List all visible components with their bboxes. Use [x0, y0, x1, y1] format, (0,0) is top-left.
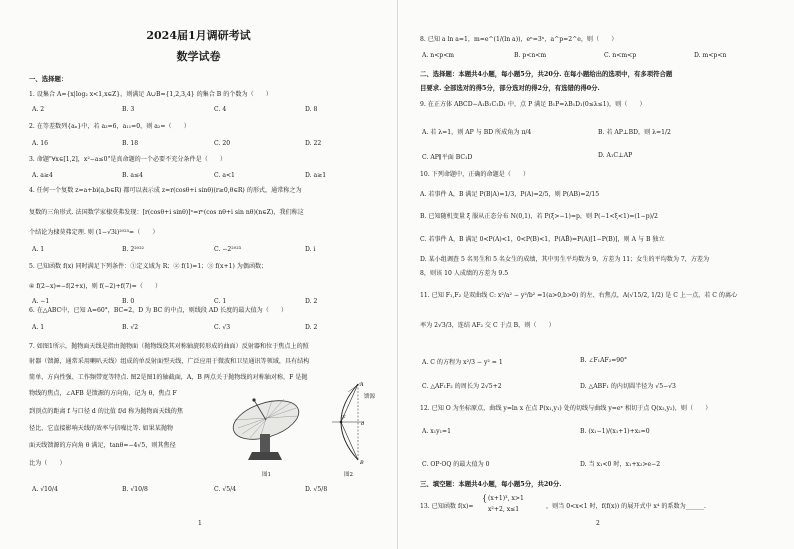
q1-option-d: D. 8	[305, 106, 318, 113]
section-3-heading: 三、填空题：本题共4小题，每小题5分，共20分.	[420, 480, 562, 488]
q1-option-c: C. 4	[214, 106, 227, 113]
q12-option-a: A. x₁y₁=1	[422, 428, 452, 435]
q2-option-d: D. 22	[305, 140, 322, 147]
q5-option-c: C. 1	[214, 298, 227, 305]
q1-option-b: B. 3	[122, 106, 135, 113]
figure-2-feed-label: 馈源	[364, 394, 376, 400]
q8-option-b: B. p<n<m	[514, 52, 547, 59]
q13-case-2: x²+2, x≤1	[488, 506, 520, 513]
figure-1-dish-antenna	[226, 394, 308, 476]
q5-option-b: B. 0	[122, 298, 135, 305]
q4-line-2: 复数的三角形式. 法国数学家棣莫弗发现：[r(cosθ+i sinθ)]ⁿ=rⁿ(cos nθ+i sin nθ)(n∈Z)，我们称这	[29, 209, 304, 216]
figure-2-caption: 图2	[344, 472, 353, 478]
q4-option-c: C. −2²⁰²³	[214, 246, 242, 253]
page-right	[397, 0, 794, 549]
q7-option-a: A. √10/4	[32, 486, 58, 493]
q3-option-d: D. a≥1	[305, 172, 327, 179]
q3-stem: 3. 命题"∀x∈[1,2]，x²−a≤0"是真命题的一个必要不充分条件是（ ）	[29, 156, 227, 163]
figure-2-label-d: d	[361, 421, 365, 427]
q6-option-b: B. √2	[122, 324, 139, 331]
q1-option-a: A. 2	[32, 106, 45, 113]
q11-option-b: B. ∠F₁AF₂=90°	[580, 357, 628, 364]
q7-line-8: 比为（ ）	[29, 460, 66, 467]
q11-option-a: A. C 的方程为 x²/3 − y² = 1	[422, 359, 503, 366]
q10-option-d-line-1: D. 某小组调查 5 名男生和 5 名女生的成绩，其中男生平均数为 9，方差为 11；女生的平均数为 7，方差为	[420, 256, 710, 263]
q7-line-1: 7. 如图1所示，抛物面天线是指由抛物面（抛物线绕其对称轴旋转形成的曲面）反射器和位于焦点上的照	[29, 343, 309, 350]
q9-option-a: A. 若 λ=1，则 AP 与 BD 所成角为 π/4	[422, 129, 532, 136]
q7-line-4: 物线的焦点，∠AFB 是馈源的方向角，记为 θ，焦点 F	[29, 390, 177, 397]
q4-option-b: B. 2²⁰²²	[122, 246, 145, 253]
exam-title: 2024届1月调研考试	[146, 29, 251, 42]
q10-option-c: C. 若事件 A，B 满足 0<P(A)<1，0<P(B)<1，P(AB̄)=P(A)[1−P(B)]，则 A 与 B 独立	[420, 236, 665, 243]
q7-line-6: 径比，它直接影响天线的效率与信噪比等. 如果某抛物	[29, 425, 174, 432]
q3-option-a: A. a≥4	[32, 172, 53, 179]
q12-option-d: D. 当 x₁<0 时，x₁+x₂>e−2	[580, 461, 661, 468]
q1-stem: 1. 设集合 A={x|log₂ x<1,x∈Z}，则满足 A∪B={1,2,3,4} 的集合 B 的个数为（ ）	[29, 91, 272, 98]
q9-option-d: D. A₁C⊥AP	[598, 152, 633, 159]
q9-option-b: B. 若 AP⊥BD，则 λ=1/2	[598, 129, 671, 136]
q6-stem: 6. 在△ABC中，已知 A=60°，BC=2，D 为 BC 的中点，则线段 AD 长度的最大值为（ ）	[29, 307, 288, 314]
q8-option-a: A. n<p<m	[422, 52, 455, 59]
q3-option-c: C. a<1	[214, 172, 235, 179]
q7-line-5: 到顶点的距离 f 与口径 d 的比值 f/d 称为抛物面天线的焦	[29, 408, 183, 415]
q7-line-7: 面天线馈源的方向角 θ 满足，tanθ=−4√5，则其焦径	[29, 442, 176, 449]
q6-option-d: D. 2	[305, 324, 318, 331]
q8-stem: 8. 已知 a ln a=1，m=e^(1/(ln a))，eⁿ=3ⁿ，a^p=2^e，则（ ）	[420, 36, 618, 43]
q12-option-b: B. (x₁−1)/(x₁+1)+x₂=0	[580, 428, 650, 435]
q9-option-c: C. AP∥平面 BC₁D	[422, 154, 473, 161]
q10-option-d-line-2: 8，则该 10 人成绩的方差为 9.5	[420, 270, 509, 277]
q6-option-a: A. 1	[32, 324, 45, 331]
q13-tail: ，则当 0<x<1 时，f(f(x)) 的展开式中 x⁴ 的系数为______.	[546, 503, 706, 510]
q5-line-1: 5. 已知函数 f(x) 同时满足下列条件：①定义域为 R；② f(1)=1；③ f(x+1) 为偶函数；	[29, 263, 268, 270]
q8-option-c: C. n<m<p	[604, 52, 637, 59]
figure-2-point-f: F	[342, 415, 346, 421]
q2-option-c: C. 20	[214, 140, 231, 147]
q7-option-d: D. √5/8	[305, 486, 328, 493]
q11-option-c: C. △AF₁F₂ 的周长为 2√5+2	[422, 383, 502, 390]
q9-stem: 9. 在正方体 ABCD−A₁B₁C₁D₁ 中，点 P 满足 B₁P=λB₁D₁(0≤λ≤1)，则（ ）	[420, 101, 646, 108]
page-number-right: 2	[596, 520, 600, 527]
section-1-heading: 一、选择题：	[29, 75, 68, 83]
q8-option-d: D. m<p<n	[694, 52, 727, 59]
q3-option-b: B. a≤4	[122, 172, 143, 179]
section-2-line-1: 二、选择题：本题共4小题，每小题5分，共20分. 在每小题给出的选项中，有多项符合题	[420, 70, 673, 78]
q11-option-d: D. △ABF₁ 的内切圆半径为 √5−√3	[580, 383, 676, 390]
q11-line-2: 率为 2√3/3，连结 AF₂ 交 C 于点 B，则（ ）	[420, 322, 555, 329]
q12-option-c: C. OP·OQ 的最大值为 0	[422, 461, 490, 468]
q5-line-2: ④ f(2−x)=−f(2+x)，则 f(−2)+f(7)=（ ）	[29, 283, 162, 290]
q13-case-1: (x+1)³, x>1	[488, 495, 524, 502]
q7-option-c: C. √5/4	[214, 486, 237, 493]
q7-line-3: 简单、方向性强、工作频带宽等特点. 图2是图1的轴截面，A，B 两点关于抛物线的对称轴对称，F 是抛	[29, 374, 308, 381]
q4-option-a: A. 1	[32, 246, 45, 253]
q11-line-1: 11. 已知 F₁,F₂ 是双曲线 C: x²/a² − y²/b² =1(a>0,b>0) 的左、右焦点，A(√15/2, 1/2) 是 C 上一点，若 C 的离心	[420, 292, 738, 299]
exam-subtitle: 数学试卷	[176, 50, 221, 63]
q12-stem: 12. 已知 O 为坐标原点，曲线 y=ln x 在点 P(x₁,y₁) 处的切线与曲线 y=eˣ 相切于点 Q(x₂,y₂)，则（ ）	[420, 405, 712, 412]
q5-option-a: A. −1	[32, 298, 50, 305]
q5-option-d: D. 2	[305, 298, 318, 305]
q6-option-c: C. √3	[214, 324, 231, 331]
figure-1-caption: 图1	[262, 472, 271, 478]
q4-line-1: 4. 任何一个复数 z=a+bi(a,b∈R) 都可以表示成 z=r(cosθ+i sinθ)(r≥0,θ∈R) 的形式，通常称之为	[29, 187, 302, 194]
q10-option-b: B. 已知随机变量 ξ 服从正态分布 N(0,1)，若 P(ξ>−1)=p，则 P(−1<ξ<1)=(1−p)/2	[420, 213, 658, 220]
q4-line-3: 个结论为棣莫弗定理. 则 (1−√3i)²⁰²³=（ ）	[29, 229, 159, 236]
figure-2-point-b: B	[360, 460, 364, 466]
q7-line-2: 射器（馈源，通常采用喇叭天线）组成的单反射面型天线，广泛应用于微波和卫星通讯等领域，具有结构	[29, 358, 310, 365]
q7-option-b: B. √10/8	[122, 486, 148, 493]
q10-option-a: A. 若事件 A，B 满足 P(B|A)=1/3，P(A)=2/5，则 P(AB)=2/15	[420, 191, 600, 198]
section-2-line-2: 目要求. 全部选对的得5分，部分选对的得2分，有选错的得0分.	[420, 84, 600, 92]
q10-stem: 10. 下列命题中，正确的命题是（ ）	[420, 171, 530, 178]
q4-option-d: D. i	[305, 246, 316, 253]
q2-stem: 2. 在等差数列{aₙ}中，若 a₃=6，a₁₁=0，则 a₂=（ ）	[29, 123, 190, 130]
q13-stem: 13. 已知函数 f(x)=	[420, 503, 474, 510]
page-number-left: 1	[198, 520, 202, 527]
q2-option-b: B. 18	[122, 140, 139, 147]
q2-option-a: A. 16	[32, 140, 49, 147]
figure-2-point-a: A	[360, 382, 364, 388]
q13-brace-icon: {	[482, 494, 488, 503]
